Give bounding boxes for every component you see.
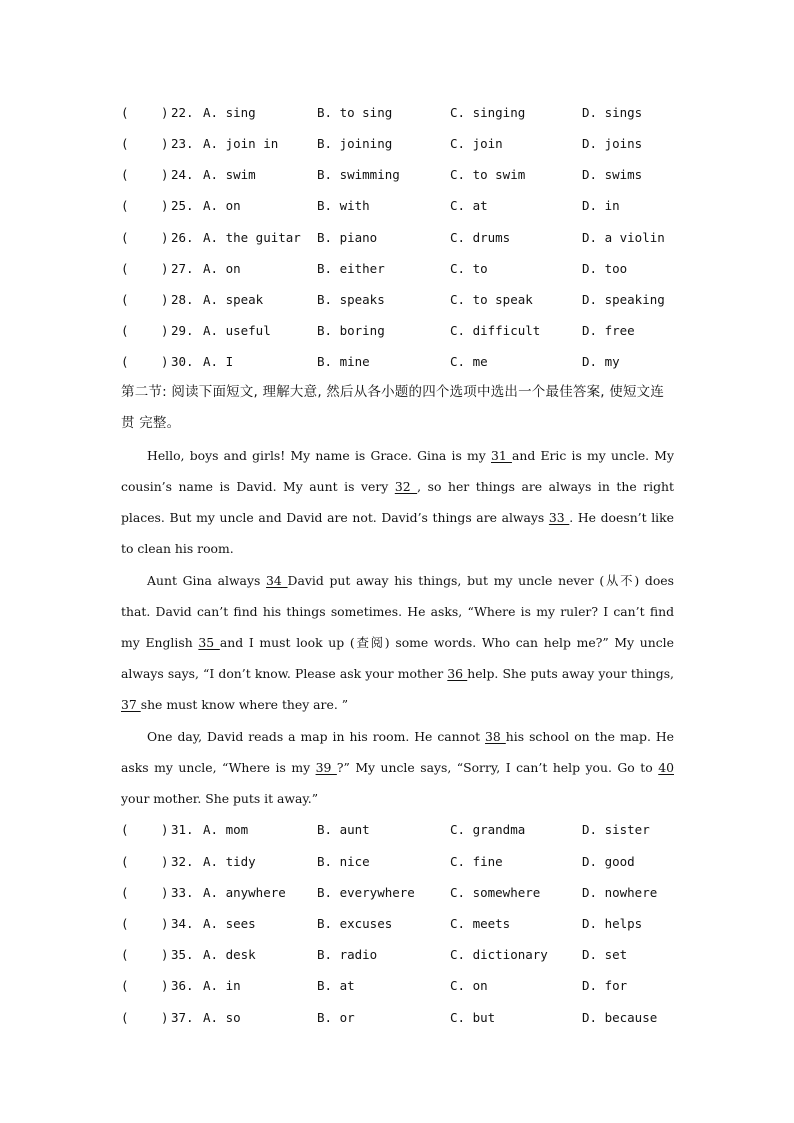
answer-paren-close: ) — [161, 323, 169, 338]
option-b: B. piano — [317, 230, 378, 245]
option-b: B. boring — [317, 323, 385, 338]
blank-40: 40 — [658, 760, 674, 775]
passage-text: David put away his things, but my uncle never (从不) does that. David can’t find his things sometimes. He asks, “Where is my ruler? I can’t find my English — [121, 573, 674, 650]
answer-paren-close: ) — [161, 230, 169, 245]
option-c: C. fine — [450, 854, 503, 869]
passage-text: help. She puts away your things, — [467, 666, 674, 681]
question-number: 37. — [171, 1010, 194, 1025]
option-a: A. tidy — [203, 854, 256, 869]
answer-paren-open: ( — [121, 105, 129, 120]
option-d: D. my — [582, 354, 620, 369]
blank-38: 38 — [485, 729, 506, 744]
passage-text: One day, David reads a map in his room. He cannot — [147, 729, 486, 744]
question-row — [121, 352, 681, 372]
option-b: B. joining — [317, 136, 393, 151]
option-d: D. set — [582, 947, 628, 962]
passage-text: and I must look up (查阅) some words. Who can help me?” My uncle always says, “I don’t know. Please ask your mother — [121, 635, 674, 681]
option-d: D. free — [582, 323, 635, 338]
blank-33: 33 — [548, 510, 570, 525]
answer-paren-close: ) — [161, 105, 169, 120]
option-d: D. helps — [582, 916, 643, 931]
question-number: 31. — [171, 822, 194, 837]
question-row — [121, 196, 681, 216]
answer-paren-open: ( — [121, 292, 129, 307]
option-b: B. radio — [317, 947, 378, 962]
option-b: B. excuses — [317, 916, 393, 931]
option-b: B. at — [317, 978, 355, 993]
option-a: A. the guitar — [203, 230, 301, 245]
option-b: B. aunt — [317, 822, 370, 837]
question-row — [121, 134, 681, 154]
passage-text: Aunt Gina always — [147, 573, 267, 588]
option-d: D. in — [582, 198, 620, 213]
answer-paren-close: ) — [161, 822, 169, 837]
answer-paren-open: ( — [121, 916, 129, 931]
option-a: A. on — [203, 261, 241, 276]
answer-paren-close: ) — [161, 978, 169, 993]
option-c: C. me — [450, 354, 488, 369]
question-row — [121, 290, 681, 310]
option-c: C. to swim — [450, 167, 526, 182]
option-d: D. joins — [582, 136, 643, 151]
option-c: C. to speak — [450, 292, 533, 307]
question-row — [121, 103, 681, 123]
answer-paren-close: ) — [161, 947, 169, 962]
passage-text: , so her things are always in the right places. But my uncle and David are not. David’s things are always — [121, 479, 674, 525]
option-a: A. speak — [203, 292, 264, 307]
option-a: A. sing — [203, 105, 256, 120]
passage-text: his school on the map. He asks my uncle, “Where is my — [121, 729, 674, 775]
question-row — [121, 165, 681, 185]
blank-35: 35 — [198, 635, 220, 650]
option-d: D. swims — [582, 167, 643, 182]
question-row — [121, 259, 681, 279]
answer-paren-open: ( — [121, 136, 129, 151]
option-a: A. join in — [203, 136, 279, 151]
option-b: B. with — [317, 198, 370, 213]
option-a: A. sees — [203, 916, 256, 931]
passage-text: ?” My uncle says, “Sorry, I can’t help you. Go to — [336, 760, 659, 775]
option-c: C. difficult — [450, 323, 541, 338]
answer-paren-open: ( — [121, 323, 129, 338]
passage-text: your mother. She puts it away.” — [121, 791, 319, 806]
option-d: D. good — [582, 854, 635, 869]
answer-paren-close: ) — [161, 261, 169, 276]
answer-paren-open: ( — [121, 167, 129, 182]
answer-paren-open: ( — [121, 354, 129, 369]
option-d: D. too — [582, 261, 628, 276]
question-row — [121, 852, 681, 872]
answer-paren-close: ) — [161, 1010, 169, 1025]
option-c: C. at — [450, 198, 488, 213]
option-a: A. desk — [203, 947, 256, 962]
answer-paren-close: ) — [161, 136, 169, 151]
option-c: C. grandma — [450, 822, 526, 837]
question-number: 23. — [171, 136, 194, 151]
question-number: 32. — [171, 854, 194, 869]
question-number: 35. — [171, 947, 194, 962]
option-b: B. swimming — [317, 167, 400, 182]
answer-paren-close: ) — [161, 167, 169, 182]
option-d: D. a violin — [582, 230, 665, 245]
blank-39: 39 — [315, 760, 337, 775]
question-row — [121, 228, 681, 248]
blank-32: 32 — [394, 479, 418, 494]
passage-paragraph-3 — [121, 721, 674, 814]
option-d: D. sister — [582, 822, 650, 837]
option-d: D. speaking — [582, 292, 665, 307]
question-number: 34. — [171, 916, 194, 931]
option-c: C. singing — [450, 105, 526, 120]
option-d: D. because — [582, 1010, 658, 1025]
option-c: C. meets — [450, 916, 511, 931]
option-c: C. join — [450, 136, 503, 151]
blank-31: 31 — [490, 448, 512, 463]
option-c: C. somewhere — [450, 885, 541, 900]
option-a: A. in — [203, 978, 241, 993]
answer-paren-open: ( — [121, 261, 129, 276]
blank-34: 34 — [266, 573, 288, 588]
question-number: 26. — [171, 230, 194, 245]
answer-paren-open: ( — [121, 198, 129, 213]
question-number: 27. — [171, 261, 194, 276]
answer-paren-open: ( — [121, 230, 129, 245]
option-b: B. to sing — [317, 105, 393, 120]
passage-text: and Eric is my uncle. My cousin’s name is David. My aunt is very — [121, 448, 674, 494]
question-number: 25. — [171, 198, 194, 213]
passage-text: . He doesn’t like to clean his room. — [121, 510, 674, 556]
question-row — [121, 820, 681, 840]
question-number: 24. — [171, 167, 194, 182]
answer-paren-close: ) — [161, 854, 169, 869]
option-a: A. swim — [203, 167, 256, 182]
answer-paren-close: ) — [161, 916, 169, 931]
answer-paren-close: ) — [161, 354, 169, 369]
passage-text: Hello, boys and girls! My name is Grace. Gina is my — [147, 448, 491, 463]
passage-paragraph-2 — [121, 565, 674, 720]
option-b: B. mine — [317, 354, 370, 369]
option-c: C. on — [450, 978, 488, 993]
option-a: A. on — [203, 198, 241, 213]
answer-paren-open: ( — [121, 885, 129, 900]
question-row — [121, 883, 681, 903]
option-b: B. nice — [317, 854, 370, 869]
option-a: A. useful — [203, 323, 271, 338]
question-row — [121, 976, 681, 996]
answer-paren-open: ( — [121, 854, 129, 869]
option-a: A. mom — [203, 822, 249, 837]
question-row — [121, 1008, 681, 1028]
option-b: B. or — [317, 1010, 355, 1025]
question-number: 30. — [171, 354, 194, 369]
option-d: D. nowhere — [582, 885, 658, 900]
question-row — [121, 914, 681, 934]
answer-paren-open: ( — [121, 822, 129, 837]
answer-paren-close: ) — [161, 292, 169, 307]
section-instructions: 第二节: 阅读下面短文, 理解大意, 然后从各小题的四个选项中选出一个最佳答案, 使短文连贯 完整。 — [121, 384, 665, 431]
option-c: C. dictionary — [450, 947, 548, 962]
option-b: B. speaks — [317, 292, 385, 307]
question-row — [121, 945, 681, 965]
question-number: 33. — [171, 885, 194, 900]
passage-paragraph-1 — [121, 440, 674, 564]
passage-text: she must know where they are. ” — [140, 697, 349, 712]
question-number: 36. — [171, 978, 194, 993]
option-c: C. drums — [450, 230, 511, 245]
option-c: C. but — [450, 1010, 496, 1025]
question-number: 22. — [171, 105, 194, 120]
question-number: 29. — [171, 323, 194, 338]
question-row — [121, 321, 681, 341]
option-d: D. sings — [582, 105, 643, 120]
option-d: D. for — [582, 978, 628, 993]
option-b: B. either — [317, 261, 385, 276]
option-a: A. I — [203, 354, 234, 369]
option-a: A. so — [203, 1010, 241, 1025]
option-c: C. to — [450, 261, 488, 276]
answer-paren-open: ( — [121, 1010, 129, 1025]
answer-paren-close: ) — [161, 198, 169, 213]
blank-36: 36 — [447, 666, 468, 681]
option-a: A. anywhere — [203, 885, 286, 900]
option-b: B. everywhere — [317, 885, 415, 900]
blank-37: 37 — [121, 697, 141, 712]
answer-paren-close: ) — [161, 885, 169, 900]
question-number: 28. — [171, 292, 194, 307]
answer-paren-open: ( — [121, 947, 129, 962]
answer-paren-open: ( — [121, 978, 129, 993]
